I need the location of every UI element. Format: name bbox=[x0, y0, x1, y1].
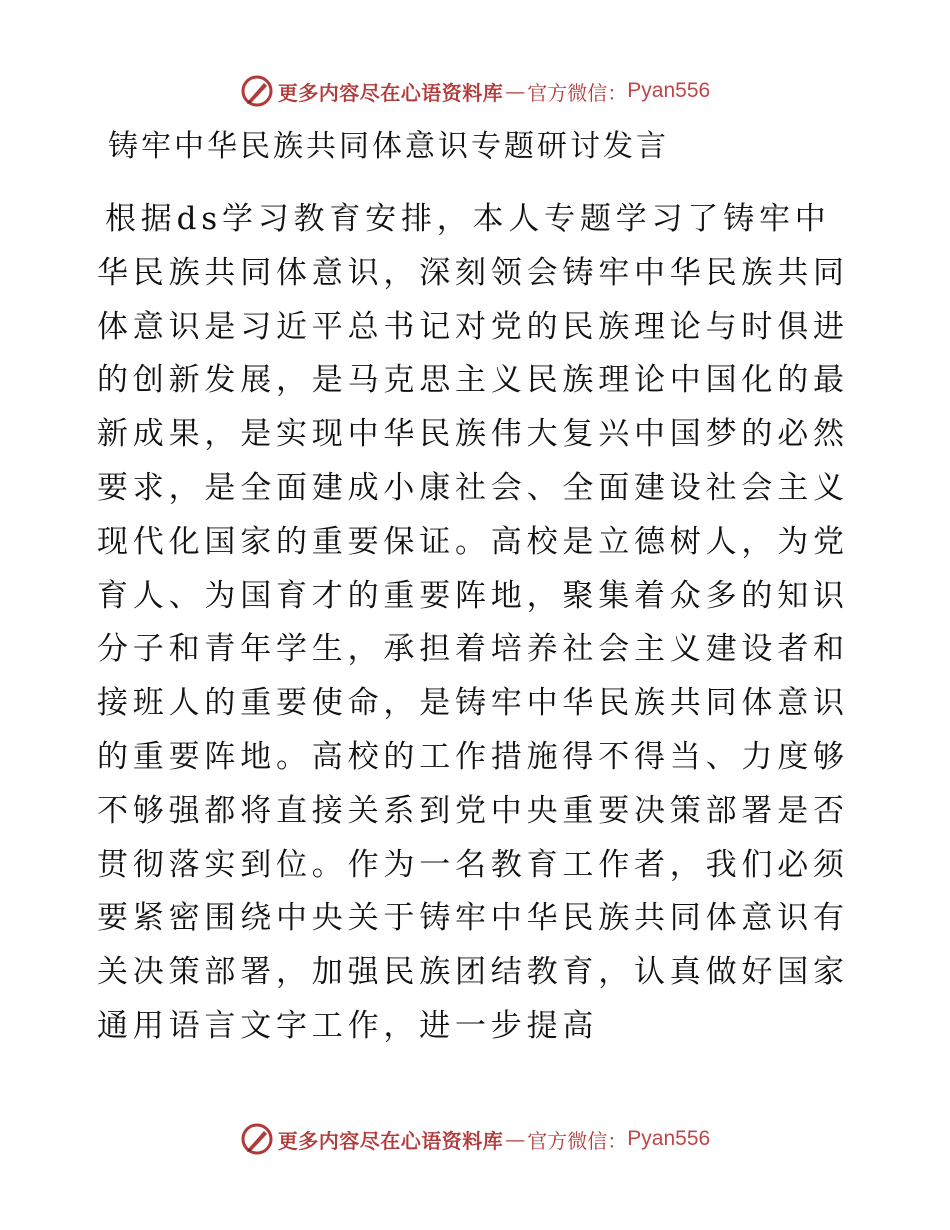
header-wechat-handle: Pyan556 bbox=[627, 79, 711, 102]
footer-site-text: 更多内容尽在心语资料库 bbox=[277, 1128, 504, 1153]
header-site-text: 更多内容尽在心语资料库 bbox=[277, 80, 504, 105]
footer-wechat-handle: Pyan556 bbox=[627, 1127, 711, 1150]
header-official-label: 官方微信： bbox=[527, 80, 628, 105]
footer-watermark-banner bbox=[0, 1119, 950, 1159]
pen-logo-icon bbox=[240, 74, 274, 108]
document-paragraph: 根据ds学习教育安排，本人专题学习了铸牢中华民族共同体意识，深刻领会铸牢中华民族共同体意识是习近平总书记对党的民族理论与时俱进的创新发展，是马克思主义民族理论中国化的最新成果，是实现中华民族伟大复兴中国梦的必然要求，是全面建成小康社会、全面建设社会主义现代化国家的重要保证。高校是立德树人，为党育人、为国育才的重要阵地，聚集着众多的知识分子和青年学生，承担着培养社会主义建设者和接班人的重要使命，是铸牢中华民族共同体意识的重要阵地。高校的工作措施得不得当、力度够不够强都将直接关系到党中央重要决策部署是否贯彻落实到位。作为一名教育工作者，我们必须要紧密围绕中央关于铸牢中华民族共同体意识有关决策部署，加强民族团结教育，认真做好国家通用语言文字工作，进一步提高 bbox=[97, 201, 849, 1044]
pen-logo-icon bbox=[240, 1122, 274, 1156]
document-title: 铸牢中华民族共同体意识专题研讨发言 bbox=[108, 129, 669, 164]
header-separator: — bbox=[505, 79, 526, 103]
footer-official-label: 官方微信： bbox=[527, 1128, 628, 1153]
header-watermark-banner bbox=[0, 71, 950, 111]
footer-separator: — bbox=[505, 1127, 526, 1151]
